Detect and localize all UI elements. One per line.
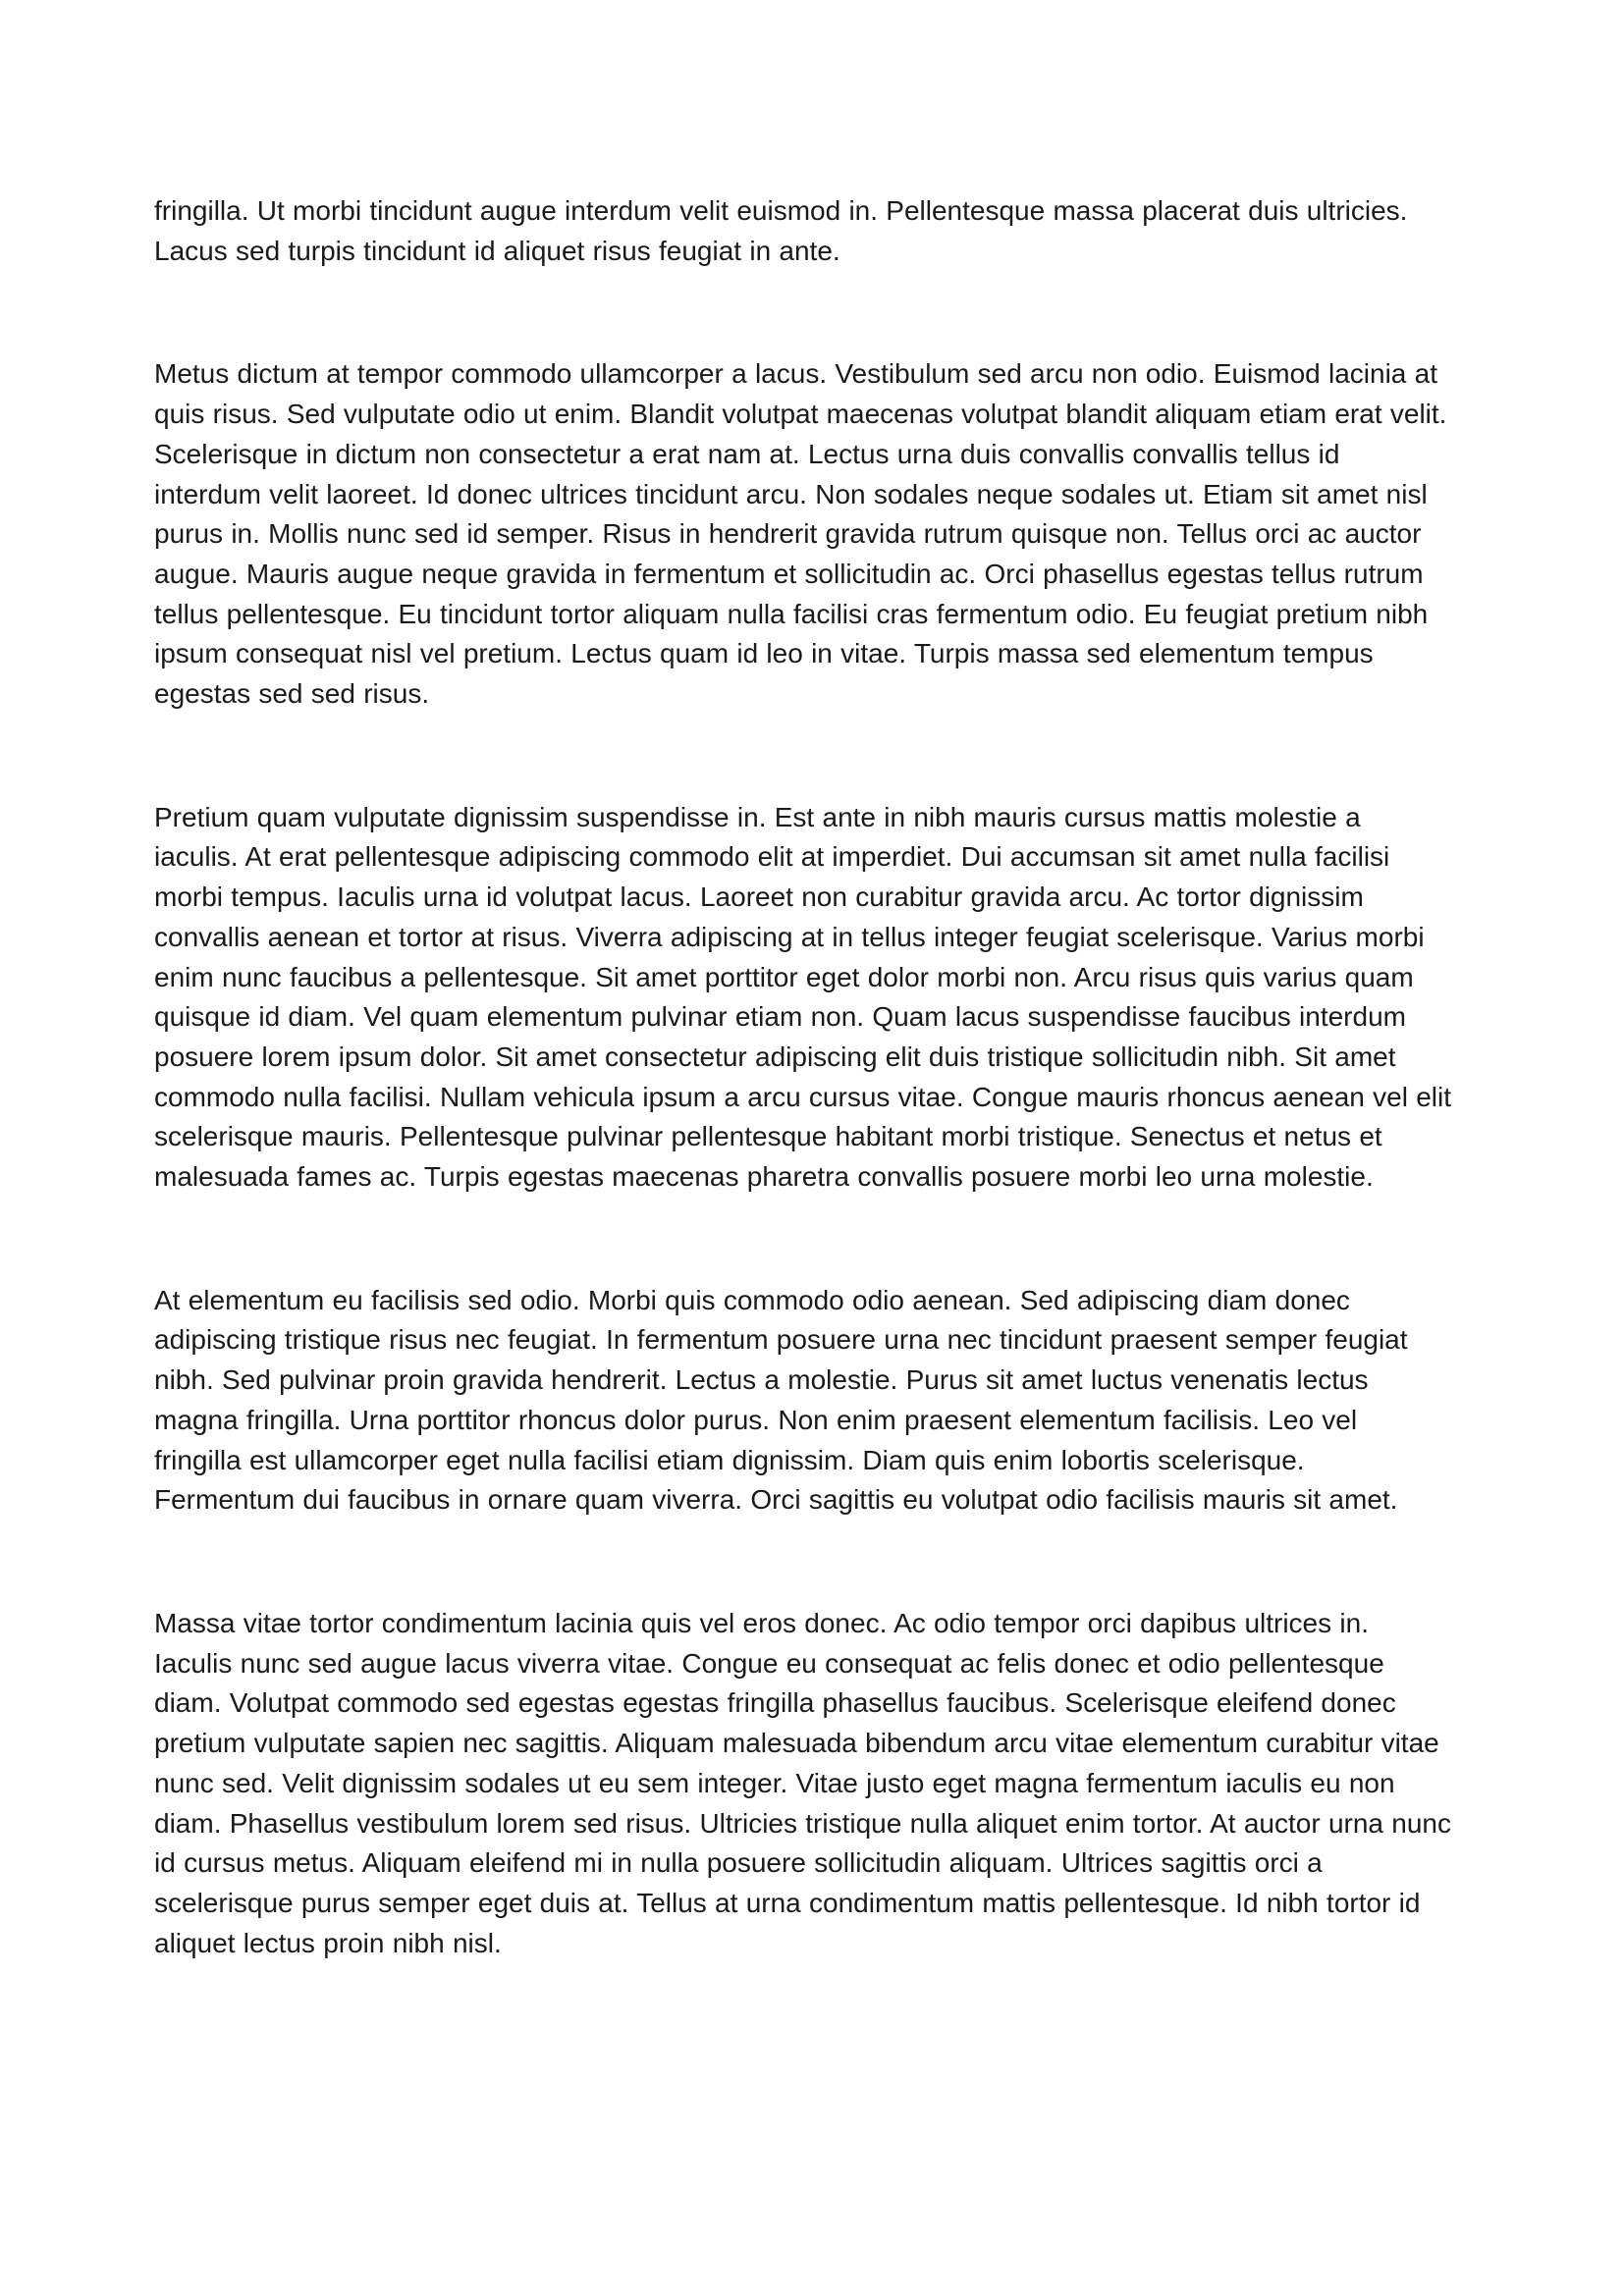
paragraph-3: Pretium quam vulputate dignissim suspendisse in. Est ante in nibh mauris cursus mattis molestie a iaculis. At erat pellentesque adipiscing commodo elit at imperdiet. Dui accumsan sit amet nulla facilisi morbi tempus. Iaculis urna id volutpat lacus. Laoreet non curabitur gravida arcu. Ac tortor dignissim convallis aenean et tortor at risus. Viverra adipiscing at in tellus integer feugiat scelerisque. Varius morbi enim nunc faucibus a pellentesque. Sit amet porttitor eget dolor morbi non. Arcu risus quis varius quam quisque id diam. Vel quam elementum pulvinar etiam non. Quam lacus suspendisse faucibus interdum posuere lorem ipsum dolor. Sit amet consectetur adipiscing elit duis tristique sollicitudin nibh. Sit amet commodo nulla facilisi. Nullam vehicula ipsum a arcu cursus vitae. Congue mauris rhoncus aenean vel elit scelerisque mauris. Pellentesque pulvinar pellentesque habitant morbi tristique. Senectus et netus et malesuada fames ac. Turpis egestas maecenas pharetra convallis posuere morbi leo urna molestie. bbox=[154, 801, 1452, 1193]
paragraph-4: At elementum eu facilisis sed odio. Morbi quis commodo odio aenean. Sed adipiscing diam donec adipiscing tristique risus nec feugiat. In fermentum posuere urna nec tincidunt praesent semper feugiat nibh. Sed pulvinar proin gravida hendrerit. Lectus a molestie. Purus sit amet luctus venenatis lectus magna fringilla. Urna porttitor rhoncus dolor purus. Non enim praesent elementum facilisis. Leo vel fringilla est ullamcorper eget nulla facilisi etiam dignissim. Diam quis enim lobortis scelerisque. Fermentum dui faucibus in ornare quam viverra. Orci sagittis eu volutpat odio facilisis mauris sit amet. bbox=[154, 1284, 1408, 1516]
paragraph-5: Massa vitae tortor condimentum lacinia quis vel eros donec. Ac odio tempor orci dapibus ultrices in. Iaculis nunc sed augue lacus viverra vitae. Congue eu consequat ac felis donec et odio pellentesque diam. Volutpat commodo sed egestas egestas fringilla phasellus faucibus. Scelerisque eleifend donec pretium vulputate sapien nec sagittis. Aliquam malesuada bibendum arcu vitae elementum curabitur vitae nunc sed. Velit dignissim sodales ut eu sem integer. Vitae justo eget magna fermentum iaculis eu non diam. Phasellus vestibulum lorem sed risus. Ultricies tristique nulla aliquet enim tortor. At auctor urna nunc id cursus metus. Aliquam eleifend mi in nulla posuere sollicitudin aliquam. Ultrices sagittis orci a scelerisque purus semper eget duis at. Tellus at urna condimentum mattis pellentesque. Id nibh tortor id aliquet lectus proin nibh nisl. bbox=[154, 1607, 1451, 1958]
paragraph-2: Metus dictum at tempor commodo ullamcorper a lacus. Vestibulum sed arcu non odio. Euismod lacinia at quis risus. Sed vulputate odio ut enim. Blandit volutpat maecenas volutpat blandit aliquam etiam erat velit. Scelerisque in dictum non consectetur a erat nam at. Lectus urna duis convallis convallis tellus id interdum velit laoreet. Id donec ultrices tincidunt arcu. Non sodales neque sodales ut. Etiam sit amet nisl purus in. Mollis nunc sed id semper. Risus in hendrerit gravida rutrum quisque non. Tellus orci ac auctor augue. Mauris augue neque gravida in fermentum et sollicitudin ac. Orci phasellus egestas tellus rutrum tellus pellentesque. Eu tincidunt tortor aliquam nulla facilisi cras fermentum odio. Eu feugiat pretium nibh ipsum consequat nisl vel pretium. Lectus quam id leo in vitae. Turpis massa sed elementum tempus egestas sed sed risus. bbox=[154, 358, 1447, 710]
paragraph-1: fringilla. Ut morbi tincidunt augue interdum velit euismod in. Pellentesque massa placerat duis ultricies. Lacus sed turpis tincidunt id aliquet risus feugiat in ante. bbox=[154, 195, 1408, 266]
